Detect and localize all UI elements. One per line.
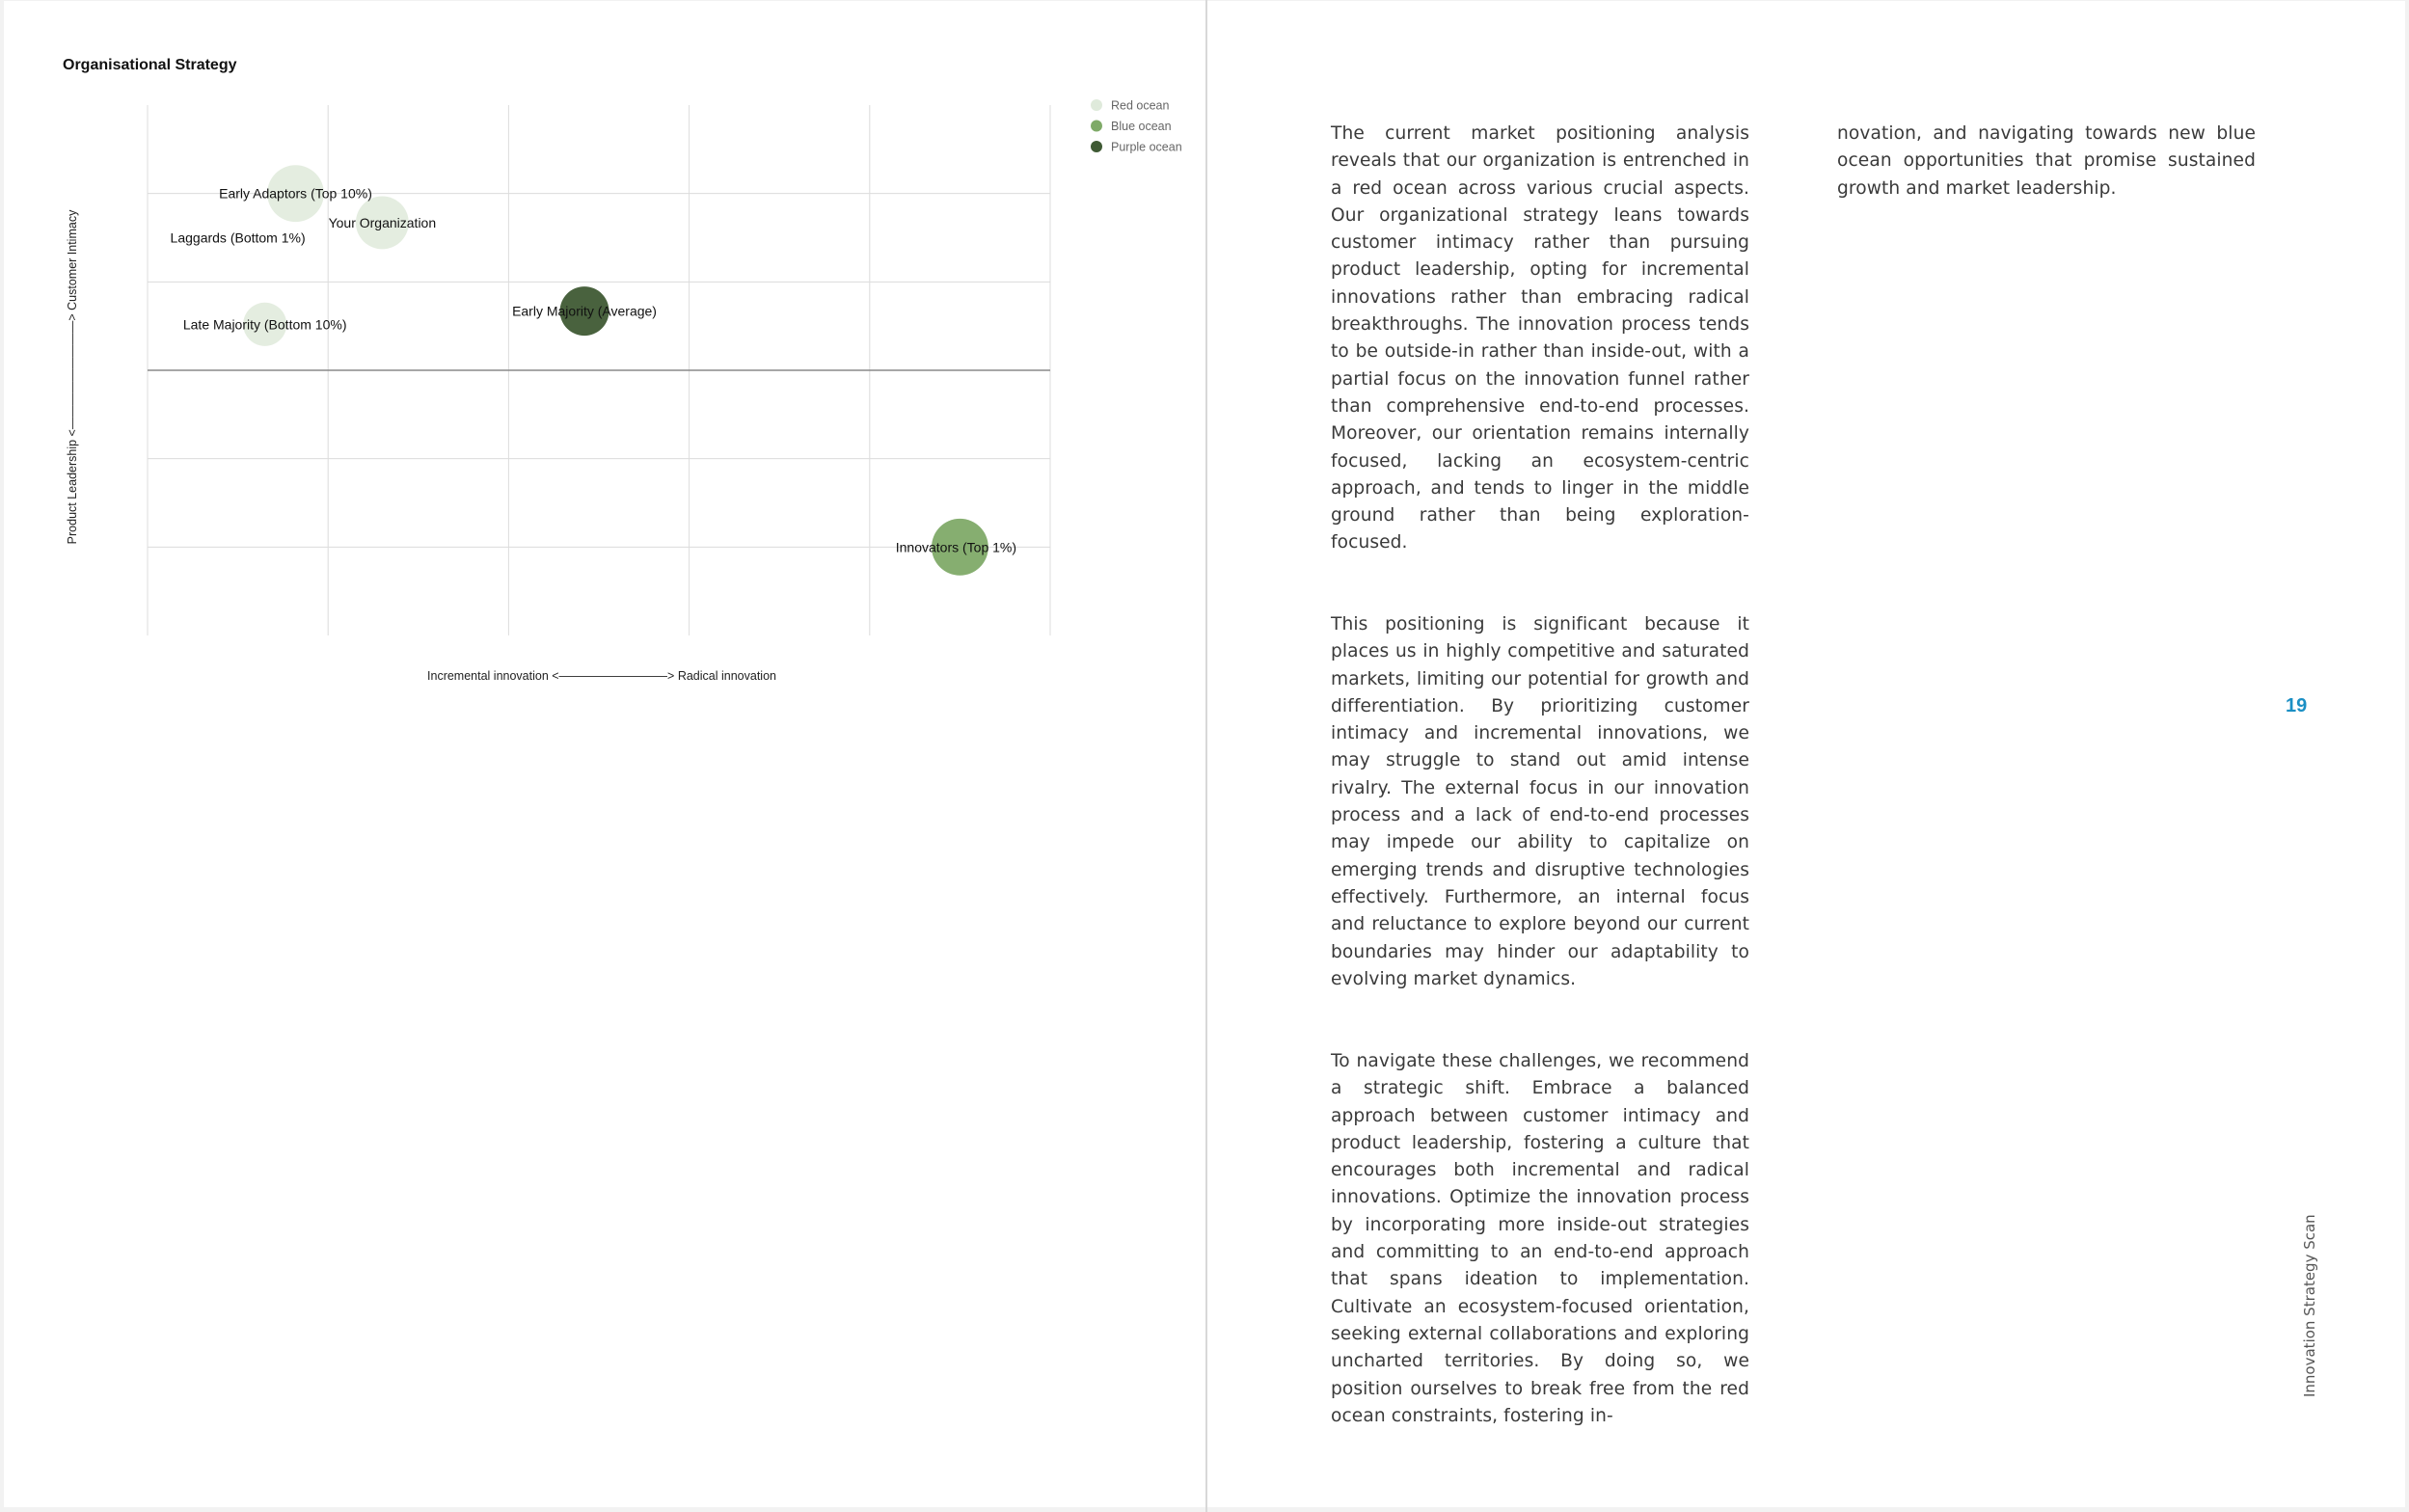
body-paragraph-1: The current market positioning analysis reveals that our organization is entrenched in a red ocean across various crucial aspects. Our organizational strategy leans towards customer intimacy rather than pursuing product leadership, opting for incremental innovations rather than embracing radical breakthroughs. The innovation process tends to be outside-in rather than inside-out, with a partial focus on the innovation funnel rather than comprehensive end-to-end processes. Moreover, our orientation remains internally focused, lacking an ecosystem-centric approach, and tends to linger in the middle ground rather than being exploration-focused. [1331,123,1749,554]
body-paragraph-2: This positioning is significant because it places us in highly competitive and saturated markets, limiting our potential for growth and differentiation. By prioritizing customer intimacy and incremental innovations, we may struggle to stand out amid intense rivalry. The external focus in our innovation process and a lack of end-to-end processes may impede our ability to capitalize on emerging trends and disruptive technologies effectively. Furthermore, an internal focus and reluctance to explore beyond our current boundaries may hinder our adaptability to evolving market dynamics. [1331,614,1749,989]
legend-label-1: Blue ocean [1111,120,1172,133]
legend-label-2: Purple ocean [1111,140,1182,154]
body-paragraph-4: novation, and navigating towards new blue ocean opportunities that promise sustained growth and market leadership. [1837,123,2256,199]
legend-label-0: Red ocean [1111,98,1170,113]
bubble-label-3: Late Majority (Bottom 10%) [182,316,347,333]
running-title: Innovation Strategy Scan [2301,1214,2318,1397]
page-number: 19 [2286,695,2308,716]
bubble-chart [4,1,1205,715]
chart-title: Organisational Strategy [63,57,237,73]
bubble-label-2: Laggards (Bottom 1%) [170,230,306,246]
legend-swatch-2 [1091,141,1102,152]
bubble-label-4: Early Majority (Average) [512,303,657,319]
bubble-label-0: Early Adaptors (Top 10%) [219,185,372,202]
y-axis-label: Product Leadership <—————————> Customer Intimacy [66,209,79,545]
legend-swatch-0 [1091,99,1102,111]
bubble-label-1: Your Organization [328,214,437,230]
legend-swatch-1 [1091,121,1102,132]
x-axis-label: Incremental innovation <—————————> Radical innovation [427,669,776,683]
left-page [4,1,1205,1507]
right-page [1207,1,2405,1507]
bubble-label-5: Innovators (Top 1%) [895,539,1017,555]
body-paragraph-3: To navigate these challenges, we recommend a strategic shift. Embrace a balanced approach between customer intimacy and product leadership, fostering a culture that encourages both incremental and radical innovations. Optimize the innovation process by incorporating more inside-out strategies and committing to an end-to-end approach that spans ideation to implementation. Cultivate an ecosystem-focused orientation, seeking external collaborations and exploring uncharted territories. By doing so, we position ourselves to break free from the red ocean constraints, fostering in- [1331,1051,1749,1426]
